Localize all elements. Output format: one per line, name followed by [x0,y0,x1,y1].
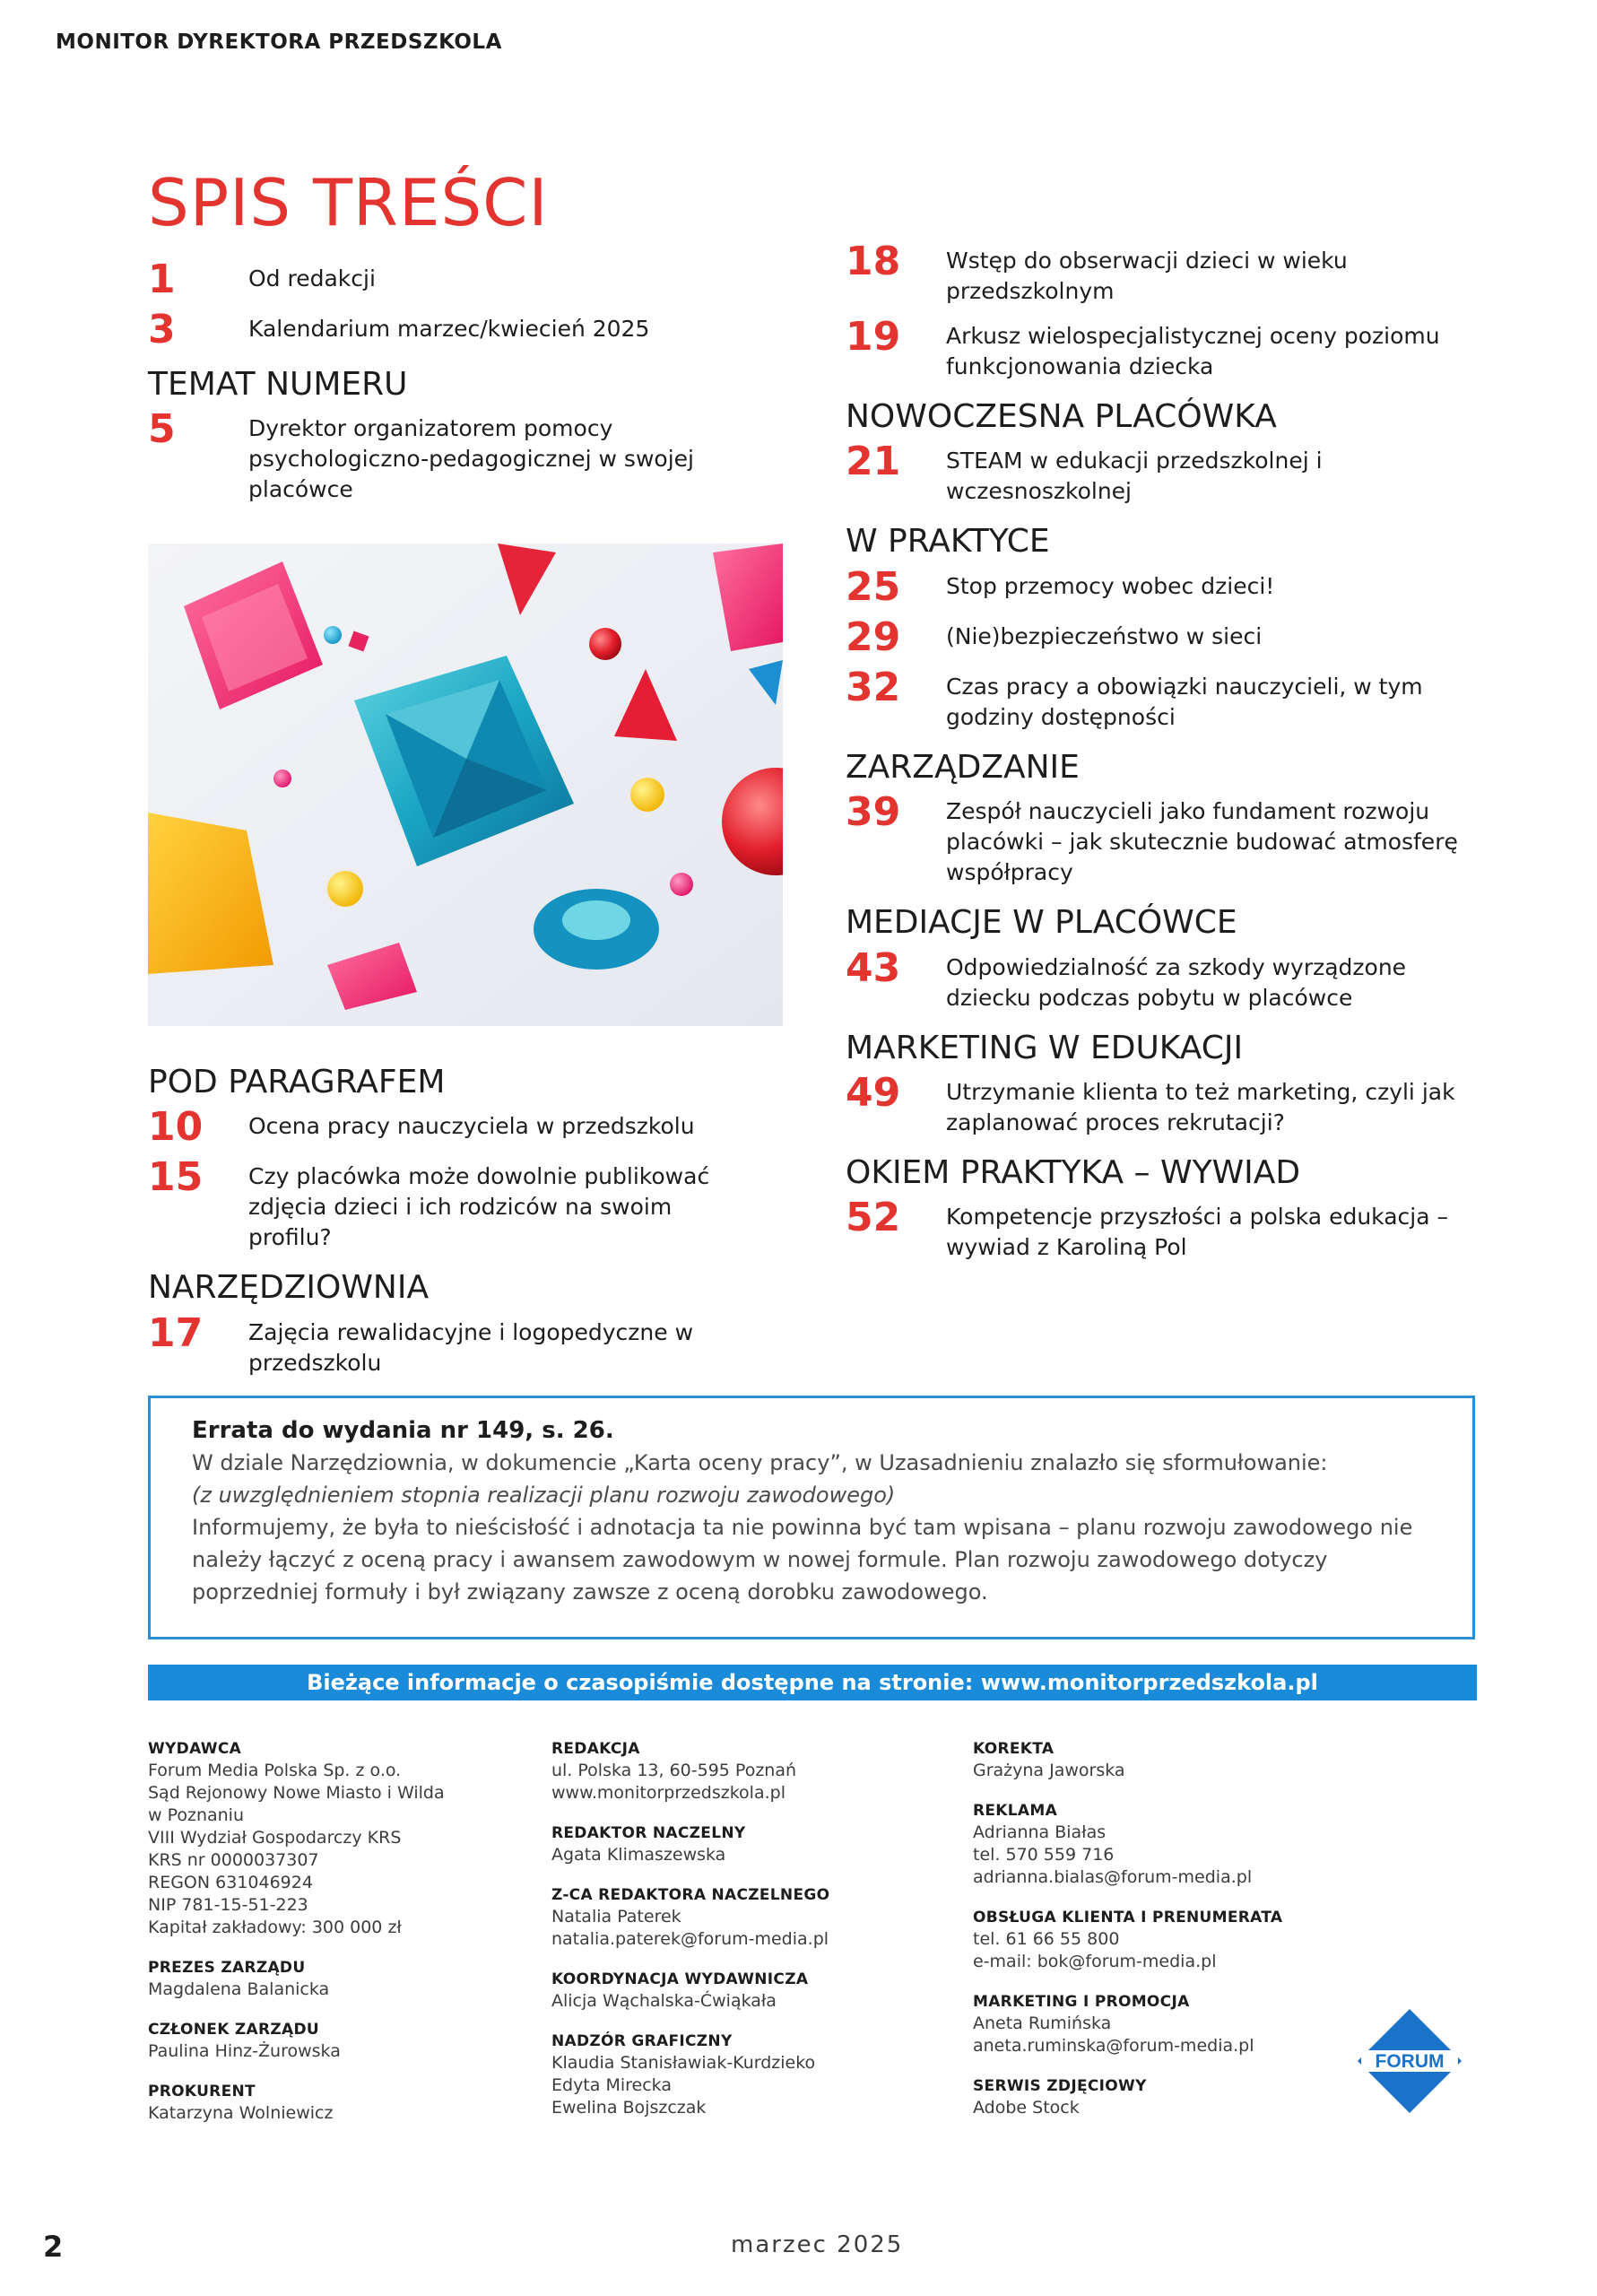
issue-date: marzec 2025 [731,2231,904,2258]
imprint-line: Adobe Stock [973,2098,1080,2118]
imprint-group [973,1991,1367,2057]
errata-title: Errata do wydania nr 149, s. 26. [192,1417,614,1444]
toc-entry-title: Czy placówka może dowolnie publikować zdjęcia dzieci i ich rodziców na swoim profilu? [248,1163,710,1251]
toc-page-number: 18 [846,239,901,284]
toc-entry-title: Arkusz wielospecjalistycznej oceny poziomu funkcjonowania dziecka [946,323,1440,379]
page-number: 2 [43,2230,64,2264]
toc-section [846,1154,1473,1263]
imprint-label: OBSŁUGA KLIENTA I PRENUMERATA [973,1909,1283,1926]
toc-entry-title: STEAM w edukacji przedszkolnej i wczesnoszkolnej [946,448,1323,505]
toc-entry-title: Zespół nauczycieli jako fundament rozwoju placówki – jak skutecznie budować atmosferę współpracy [946,798,1458,886]
imprint-line: Agata Klimaszewska [551,1845,726,1865]
imprint-line: e-mail: bok@forum-media.pl [973,1952,1217,1971]
imprint-group [148,1957,542,2001]
toc-page-number: 3 [148,307,176,352]
imprint-line: Grażyna Jaworska [973,1761,1125,1780]
toc-right-column [846,239,1473,1279]
imprint-line: Adrianna Białas [973,1822,1107,1842]
imprint-line: VIII Wydział Gospodarczy KRS [148,1828,402,1848]
toc-section [148,1269,776,1378]
toc-page-number: 5 [148,406,176,453]
toc-page-number: 39 [846,789,901,836]
toc-entry-title: Kompetencje przyszłości a polska edukacja – wywiad z Karoliną Pol [946,1204,1448,1261]
toc-entry-title: Wstęp do obserwacji dzieci w wieku przedszkolnym [946,248,1348,304]
toc-section [148,366,776,505]
toc-page-number: 43 [846,944,901,991]
errata-box [148,1396,1475,1639]
toc-section [846,398,1473,507]
toc-entry-title: Czas pracy a obowiązki nauczycieli, w tym godziny dostępności [946,673,1423,730]
toc-section-heading: TEMAT NUMERU [148,366,408,403]
toc-page-number: 10 [148,1104,204,1151]
forum-logo-mark [1358,2009,1462,2113]
imprint-line: Natalia Paterek [551,1907,681,1926]
toc-page-number: 19 [846,314,901,360]
toc-entry[interactable] [148,307,776,352]
toc-section-heading: MARKETING W EDUKACJI [846,1029,1244,1066]
imprint-label: PREZES ZARZĄDU [148,1959,306,1977]
toc-entry-title: Odpowiedzialność za szkody wyrządzone dziecku podczas pobytu w placówce [946,953,1407,1011]
toc-entry[interactable] [846,1195,1473,1263]
toc-section [846,523,1473,732]
imprint-line: Kapitał zakładowy: 300 000 zł [148,1918,402,1937]
website-info-bar: Bieżące informacje o czasopiśmie dostępne na stronie: www.monitorprzedszkola.pl [148,1665,1477,1700]
running-title: MONITOR DYREKTORA PRZEDSZKOLA [56,30,502,54]
imprint-label: REKLAMA [973,1802,1058,1820]
imprint-line: Aneta Rumińska [973,2013,1112,2033]
imprint-line: tel. 61 66 55 800 [973,1929,1120,1949]
toc-entry[interactable] [846,1069,1473,1138]
imprint-label: NADZÓR GRAFICZNY [551,2032,733,2050]
errata-paragraph: Informujemy, że była to nieścisłość i adnotacja ta nie powinna być tam wpisana – planu rozwoju zawodowego nie należy łączyć z oceną pracy i awansem zawodowym w nowej formule. Plan rozwoju zawodowego dotyczy poprzedniej formuły i był związany zawsze z oceną dorobku zawodowego. [192,1515,1413,1605]
imprint-line: Katarzyna Wolniewicz [148,2103,334,2123]
toc-section-heading: W PRAKTYCE [846,523,1050,561]
toc-section [148,1064,776,1253]
imprint-line: tel. 570 559 716 [973,1845,1115,1865]
imprint-column-1 [148,1738,542,2143]
imprint-label: KOORDYNACJA WYDAWNICZA [551,1970,809,1988]
toc-entry[interactable] [846,613,1473,660]
imprint-group [551,1822,946,1866]
imprint-column-2 [551,1738,946,2137]
imprint-label: KOREKTA [973,1740,1055,1758]
toc-page-number: 21 [846,439,901,485]
toc-entry[interactable] [148,406,776,505]
toc-section [846,904,1473,1013]
imprint-line: Edyta Mirecka [551,2075,672,2095]
toc-entry-title: Dyrektor organizatorem pomocy psychologiczno-pedagogicznej w swojej placówce [248,415,694,503]
toc-entry[interactable] [846,664,1473,733]
imprint-group [148,1738,542,1939]
forum-logo-text: FORUM [1375,2051,1445,2072]
imprint-label: PROKURENT [148,2083,256,2100]
toc-entry-title: Zajęcia rewalidacyjne i logopedyczne w przedszkolu [248,1318,694,1376]
imprint-column-3 [973,1738,1367,2137]
imprint-group [148,2081,542,2125]
imprint-line: Klaudia Stanisławiak-Kurdzieko [551,2053,816,2073]
imprint-line: ul. Polska 13, 60-595 Poznań [551,1761,797,1780]
toc-entry[interactable] [846,314,1473,382]
imprint-group [551,2031,946,2119]
imprint-line: w Poznaniu [148,1805,245,1825]
toc-entry[interactable] [148,1309,776,1378]
toc-section [846,239,1473,382]
imprint-group [973,1907,1367,1973]
imprint-line: adrianna.bialas@forum-media.pl [973,1867,1253,1887]
toc-entry[interactable] [148,1104,776,1151]
imprint-group [973,2075,1367,2119]
toc-section-heading: OKIEM PRAKTYKA – WYWIAD [846,1153,1301,1191]
toc-page-number: 15 [148,1154,204,1201]
imprint-line: aneta.ruminska@forum-media.pl [973,2036,1254,2056]
toc-page-number: 32 [846,664,901,710]
toc-left-column [148,257,776,521]
imprint-label: CZŁONEK ZARZĄDU [148,2021,319,2039]
toc-entry-title: Ocena pracy nauczyciela w przedszkolu [248,1113,695,1140]
toc-section [846,749,1473,888]
imprint-line: Magdalena Balanicka [148,1979,330,1999]
toc-entry-title: Stop przemocy wobec dzieci! [946,572,1275,599]
toc-entry-title: (Nie)bezpieczeństwo w sieci [946,622,1263,649]
toc-section-heading: NARZĘDZIOWNIA [148,1269,430,1307]
toc-page-number: 17 [148,1309,204,1356]
imprint-group [551,1884,946,1951]
imprint-label: REDAKTOR NACZELNY [551,1824,746,1842]
imprint-line: Forum Media Polska Sp. z o.o. [148,1761,402,1780]
toc-entry[interactable] [846,789,1473,888]
toc-section-heading: NOWOCZESNA PLACÓWKA [846,398,1277,435]
imprint-line: Paulina Hinz-Żurowska [148,2041,341,2061]
imprint-line: www.monitorprzedszkola.pl [551,1783,785,1803]
toc-entry[interactable] [846,944,1473,1013]
imprint-group [973,1800,1367,1889]
toc-page-number: 29 [846,613,901,660]
imprint-label: Z-CA REDAKTORA NACZELNEGO [551,1886,830,1904]
toc-left-column-lower [148,1064,776,1395]
toc-section-heading: MEDIACJE W PLACÓWCE [846,904,1237,942]
toc-page-number: 1 [148,257,176,302]
geometric-shapes-illustration [148,544,783,1026]
imprint-group [148,2019,542,2063]
cover-illustration [148,544,783,1026]
toc-page-number: 25 [846,563,901,610]
imprint-label: MARKETING I PROMOCJA [973,1993,1190,2011]
toc-title: SPIS TREŚCI [148,165,549,240]
imprint-line: REGON 631046924 [148,1873,313,1892]
imprint-line: Ewelina Bojszczak [551,2098,707,2118]
imprint-group [551,1969,946,2013]
toc-section-heading: POD PARAGRAFEM [148,1064,446,1100]
toc-entry[interactable] [846,239,1473,307]
toc-entry-title: Od redakcji [248,265,376,291]
toc-entry[interactable] [148,1154,776,1253]
toc-section [846,1030,1473,1138]
toc-entry[interactable] [148,257,776,302]
forum-logo [1358,2009,1462,2113]
errata-body [192,1447,1433,1608]
imprint-group [551,1738,946,1805]
toc-section-heading: ZARZĄDZANIE [846,748,1080,786]
toc-page-number: 52 [846,1195,901,1241]
errata-paragraph: (z uwzględnieniem stopnia realizacji planu rozwoju zawodowego) [192,1483,896,1508]
imprint-line: KRS nr 0000037307 [148,1850,319,1870]
errata-paragraph: W dziale Narzędziownia, w dokumencie „Karta oceny pracy”, w Uzasadnieniu znalazło się sformułowanie: [192,1450,1328,1475]
toc-section [148,257,776,352]
imprint-label: SERWIS ZDJĘCIOWY [973,2077,1147,2095]
imprint-line: NIP 781-15-51-223 [148,1895,308,1915]
toc-entry-title: Kalendarium marzec/kwiecień 2025 [248,316,650,342]
imprint-line: Alicja Wąchalska-Ćwiąkała [551,1991,777,2011]
toc-entry-title: Utrzymanie klienta to też marketing, czyli jak zaplanować proces rekrutacji? [946,1078,1455,1135]
toc-page-number: 49 [846,1069,901,1116]
imprint-label: REDAKCJA [551,1740,640,1758]
imprint-line: Sąd Rejonowy Nowe Miasto i Wilda [148,1783,445,1803]
imprint-group [973,1738,1367,1782]
toc-entry[interactable] [846,563,1473,610]
toc-entry[interactable] [846,439,1473,507]
imprint-line: natalia.paterek@forum-media.pl [551,1929,829,1949]
imprint-label: WYDAWCA [148,1740,242,1758]
